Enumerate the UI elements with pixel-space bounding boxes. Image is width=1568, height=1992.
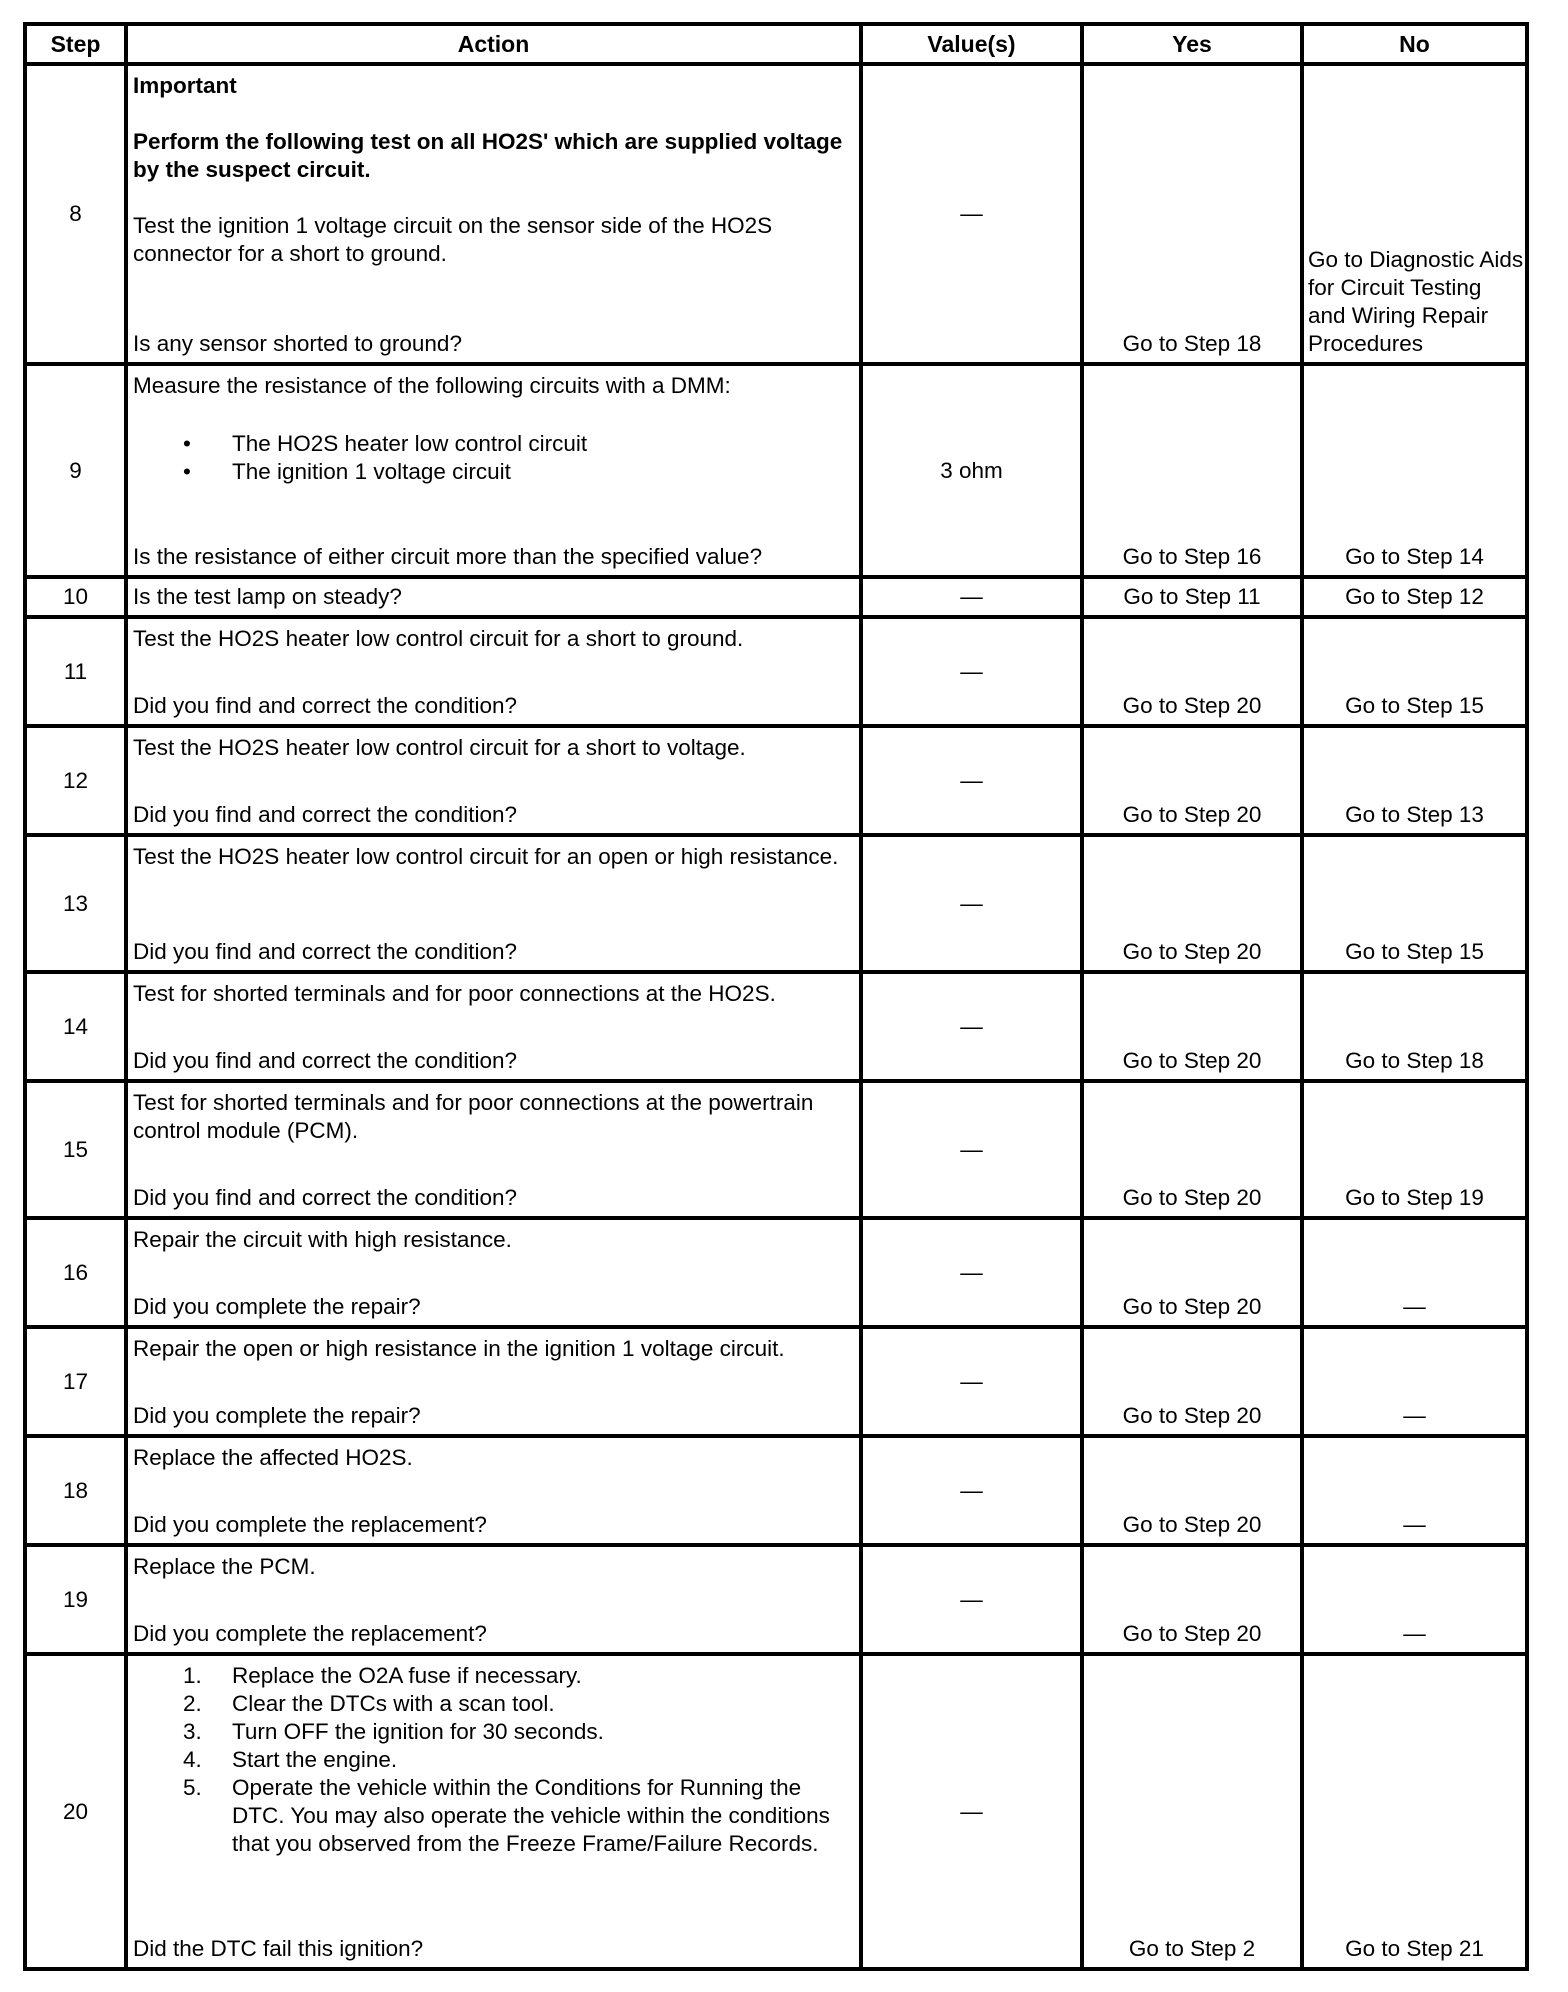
- yes-cell: Go to Step 20: [1082, 1218, 1302, 1327]
- value-cell: —: [861, 835, 1082, 972]
- action-text: Test for shorted terminals and for poor connections at the HO2S.: [133, 981, 776, 1006]
- list-item: 4. Start the engine.: [183, 1747, 398, 1772]
- procedure-list: [133, 1662, 853, 1858]
- table-row: [25, 364, 1527, 577]
- value-cell: —: [861, 1218, 1082, 1327]
- table-row: [25, 835, 1527, 972]
- step-number: 17: [25, 1327, 126, 1436]
- yes-cell: Go to Step 20: [1082, 1436, 1302, 1545]
- action-cell: [126, 972, 861, 1081]
- list-number: 2.: [183, 1691, 202, 1716]
- no-cell: —: [1302, 1436, 1527, 1545]
- header-yes: Yes: [1082, 24, 1302, 64]
- action-text: Test the HO2S heater low control circuit for an open or high resistance.: [133, 844, 839, 869]
- value-cell: —: [861, 726, 1082, 835]
- action-cell: [126, 577, 861, 617]
- action-cell: [126, 1218, 861, 1327]
- value-cell: —: [861, 1081, 1082, 1218]
- yes-cell: Go to Step 20: [1082, 726, 1302, 835]
- header-row: [25, 24, 1527, 64]
- table-row: [25, 1654, 1527, 1969]
- list-item: 1. Replace the O2A fuse if necessary.: [183, 1663, 582, 1688]
- no-cell: Go to Step 14: [1302, 364, 1527, 577]
- action-text: Repair the open or high resistance in the ignition 1 voltage circuit.: [133, 1336, 785, 1361]
- list-number: 3.: [183, 1719, 202, 1744]
- list-item: 5. Operate the vehicle within the Conditions for Running the DTC. You may also operate the vehicle within the conditions that you observed from the Freeze Frame/Failure Records.: [183, 1775, 830, 1856]
- action-question: Is any sensor shorted to ground?: [133, 331, 462, 356]
- action-text: Replace the PCM.: [133, 1554, 316, 1579]
- action-text: Test the HO2S heater low control circuit for a short to voltage.: [133, 735, 746, 760]
- value-cell: 3 ohm: [861, 364, 1082, 577]
- step-number: 12: [25, 726, 126, 835]
- important-label: Important: [133, 73, 237, 98]
- action-question: Did you complete the repair?: [133, 1403, 421, 1428]
- list-item: 3. Turn OFF the ignition for 30 seconds.: [183, 1719, 604, 1744]
- action-text: Replace the affected HO2S.: [133, 1445, 413, 1470]
- action-cell: [126, 1327, 861, 1436]
- table-row: [25, 617, 1527, 726]
- action-cell: [126, 1436, 861, 1545]
- no-cell: —: [1302, 1218, 1527, 1327]
- no-cell: Go to Step 15: [1302, 835, 1527, 972]
- table-row: [25, 1081, 1527, 1218]
- action-question: Did you find and correct the condition?: [133, 693, 517, 718]
- value-cell: —: [861, 64, 1082, 364]
- action-question: Did you complete the replacement?: [133, 1621, 487, 1646]
- yes-cell: Go to Step 20: [1082, 835, 1302, 972]
- yes-cell: Go to Step 20: [1082, 1081, 1302, 1218]
- step-number: 10: [25, 577, 126, 617]
- step-number: 15: [25, 1081, 126, 1218]
- no-cell: Go to Step 15: [1302, 617, 1527, 726]
- step-number: 13: [25, 835, 126, 972]
- action-cell: [126, 726, 861, 835]
- table-row: [25, 1218, 1527, 1327]
- no-cell: Go to Diagnostic Aids for Circuit Testing and Wiring Repair Procedures: [1302, 64, 1527, 364]
- circuit-list: [133, 430, 853, 486]
- action-question: Did you find and correct the condition?: [133, 1048, 517, 1073]
- action-text: Repair the circuit with high resistance.: [133, 1227, 512, 1252]
- step-number: 11: [25, 617, 126, 726]
- yes-cell: Go to Step 11: [1082, 577, 1302, 617]
- action-question: Did you find and correct the condition?: [133, 802, 517, 827]
- header-values: Value(s): [861, 24, 1082, 64]
- yes-cell: Go to Step 18: [1082, 64, 1302, 364]
- no-cell: Go to Step 13: [1302, 726, 1527, 835]
- list-item: 2. Clear the DTCs with a scan tool.: [183, 1691, 555, 1716]
- table-row: [25, 1327, 1527, 1436]
- yes-cell: Go to Step 20: [1082, 617, 1302, 726]
- step-number: 14: [25, 972, 126, 1081]
- list-number: 4.: [183, 1747, 202, 1772]
- value-cell: —: [861, 617, 1082, 726]
- yes-cell: Go to Step 20: [1082, 972, 1302, 1081]
- action-question: Is the resistance of either circuit more than the specified value?: [133, 544, 763, 569]
- no-cell: —: [1302, 1327, 1527, 1436]
- table-row: [25, 726, 1527, 835]
- table-row: [25, 64, 1527, 364]
- no-cell: Go to Step 12: [1302, 577, 1527, 617]
- header-no: No: [1302, 24, 1527, 64]
- step-number: 19: [25, 1545, 126, 1654]
- action-cell: [126, 1545, 861, 1654]
- list-number: 5.: [183, 1775, 202, 1800]
- value-cell: —: [861, 1327, 1082, 1436]
- action-question: Did you find and correct the condition?: [133, 1185, 517, 1210]
- diagnostic-table: [23, 22, 1529, 1971]
- list-item: • The ignition 1 voltage circuit: [133, 458, 853, 486]
- step-number: 16: [25, 1218, 126, 1327]
- action-text: Measure the resistance of the following circuits with a DMM:: [133, 373, 731, 398]
- action-cell: [126, 364, 861, 577]
- header-action: Action: [126, 24, 861, 64]
- value-cell: —: [861, 1654, 1082, 1969]
- list-item: • The HO2S heater low control circuit: [133, 430, 853, 458]
- action-question: Did you find and correct the condition?: [133, 939, 517, 964]
- important-text: Perform the following test on all HO2S' which are supplied voltage by the suspect circuit.: [133, 129, 843, 182]
- step-number: 20: [25, 1654, 126, 1969]
- no-cell: Go to Step 21: [1302, 1654, 1527, 1969]
- no-cell: —: [1302, 1545, 1527, 1654]
- action-text: Test for shorted terminals and for poor connections at the powertrain control module (PCM).: [133, 1090, 814, 1143]
- yes-cell: Go to Step 20: [1082, 1545, 1302, 1654]
- step-number: 8: [25, 64, 126, 364]
- action-text: Test the ignition 1 voltage circuit on the sensor side of the HO2S connector for a short to ground.: [133, 213, 773, 266]
- no-cell: Go to Step 19: [1302, 1081, 1527, 1218]
- table-row: [25, 1545, 1527, 1654]
- header-step: Step: [25, 24, 126, 64]
- action-text: Test the HO2S heater low control circuit for a short to ground.: [133, 626, 744, 651]
- action-question: Did you complete the repair?: [133, 1294, 421, 1319]
- yes-cell: Go to Step 2: [1082, 1654, 1302, 1969]
- value-cell: —: [861, 577, 1082, 617]
- step-number: 9: [25, 364, 126, 577]
- no-cell: Go to Step 18: [1302, 972, 1527, 1081]
- value-cell: —: [861, 1545, 1082, 1654]
- table-row: [25, 972, 1527, 1081]
- table-row: [25, 1436, 1527, 1545]
- action-cell: [126, 1654, 861, 1969]
- value-cell: —: [861, 972, 1082, 1081]
- action-question: Did the DTC fail this ignition?: [133, 1936, 424, 1961]
- step-number: 18: [25, 1436, 126, 1545]
- yes-cell: Go to Step 20: [1082, 1327, 1302, 1436]
- table-row: [25, 577, 1527, 617]
- yes-cell: Go to Step 16: [1082, 364, 1302, 577]
- action-cell: [126, 64, 861, 364]
- action-question: Is the test lamp on steady?: [133, 584, 402, 609]
- action-cell: [126, 1081, 861, 1218]
- value-cell: —: [861, 1436, 1082, 1545]
- action-cell: [126, 617, 861, 726]
- list-number: 1.: [183, 1663, 202, 1688]
- action-cell: [126, 835, 861, 972]
- action-question: Did you complete the replacement?: [133, 1512, 487, 1537]
